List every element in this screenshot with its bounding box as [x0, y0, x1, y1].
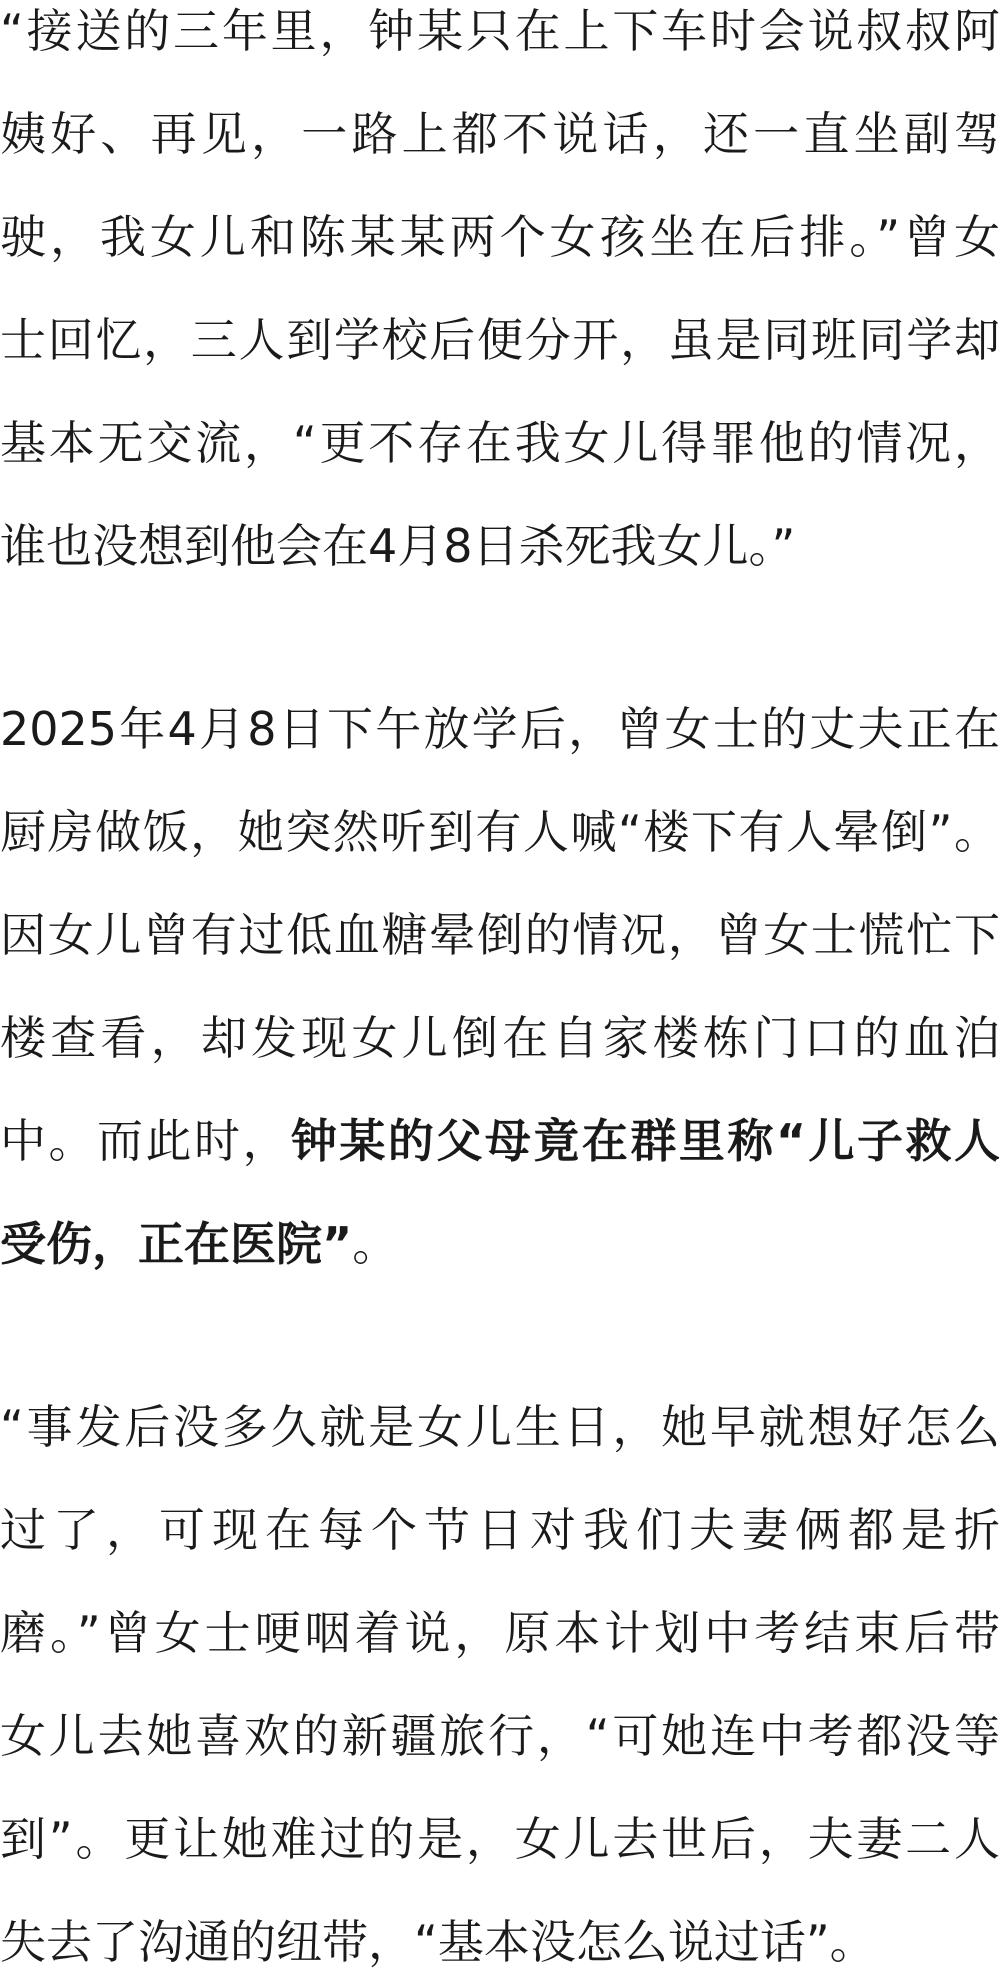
text-line — [0, 186, 1000, 289]
text-segment: 。 — [352, 1217, 399, 1271]
text-line — [0, 1193, 1000, 1296]
text-line — [0, 1582, 1000, 1685]
text-segment: 女儿去她喜欢的新疆旅行，“可她连中考都没等 — [0, 1709, 1000, 1763]
text-line — [0, 678, 1000, 781]
text-segment: 中。而此时， — [0, 1114, 291, 1168]
text-line — [0, 1479, 1000, 1582]
text-segment: 厨房做饭，她突然听到有人喊“楼下有人晕倒”。 — [0, 805, 1000, 859]
text-line — [0, 392, 1000, 495]
text-line — [0, 495, 1000, 598]
text-segment: 2025年4月8日下午放学后，曾女士的丈夫正在 — [0, 702, 1000, 756]
text-segment: 失去了沟通的纽带，“基本没怎么说过话”。 — [0, 1915, 876, 1969]
text-line — [0, 83, 1000, 186]
text-line — [0, 781, 1000, 884]
text-segment: 谁也没想到他会在4月8日杀死我女儿。” — [0, 519, 796, 573]
text-segment: 因女儿曾有过低血糖晕倒的情况，曾女士慌忙下 — [0, 908, 1000, 962]
text-segment: 姨好、再见，一路上都不说话，还一直坐副驾 — [0, 107, 1000, 161]
text-line — [0, 1891, 1000, 1982]
paragraph — [0, 1376, 1000, 1982]
text-line — [0, 1376, 1000, 1479]
text-line — [0, 0, 1000, 83]
text-line — [0, 987, 1000, 1090]
text-segment: 驶，我女儿和陈某某两个女孩坐在后排。”曾女 — [0, 210, 1000, 264]
text-segment: “接送的三年里，钟某只在上下车时会说叔叔阿 — [0, 4, 1000, 58]
bold-text-segment: 钟某的父母竟在群里称“儿子救人 — [290, 1114, 1000, 1168]
text-line — [0, 289, 1000, 392]
text-line — [0, 1788, 1000, 1891]
text-segment: 士回忆，三人到学校后便分开，虽是同班同学却 — [0, 313, 1000, 367]
paragraph — [0, 0, 1000, 598]
text-line — [0, 1090, 1000, 1193]
text-segment: 到”。更让她难过的是，女儿去世后，夫妻二人 — [0, 1812, 1000, 1866]
text-segment: 磨。”曾女士哽咽着说，原本计划中考结束后带 — [0, 1606, 1000, 1660]
text-line — [0, 884, 1000, 987]
text-segment: 基本无交流，“更不存在我女儿得罪他的情况， — [0, 416, 1000, 470]
text-line — [0, 1685, 1000, 1788]
paragraph — [0, 678, 1000, 1296]
bold-text-segment: 受伤，正在医院” — [0, 1217, 353, 1271]
text-segment: “事发后没多久就是女儿生日，她早就想好怎么 — [0, 1400, 1000, 1454]
text-segment: 过了，可现在每个节日对我们夫妻俩都是折 — [0, 1503, 1000, 1557]
text-segment: 楼查看，却发现女儿倒在自家楼栋门口的血泊 — [0, 1011, 1000, 1065]
